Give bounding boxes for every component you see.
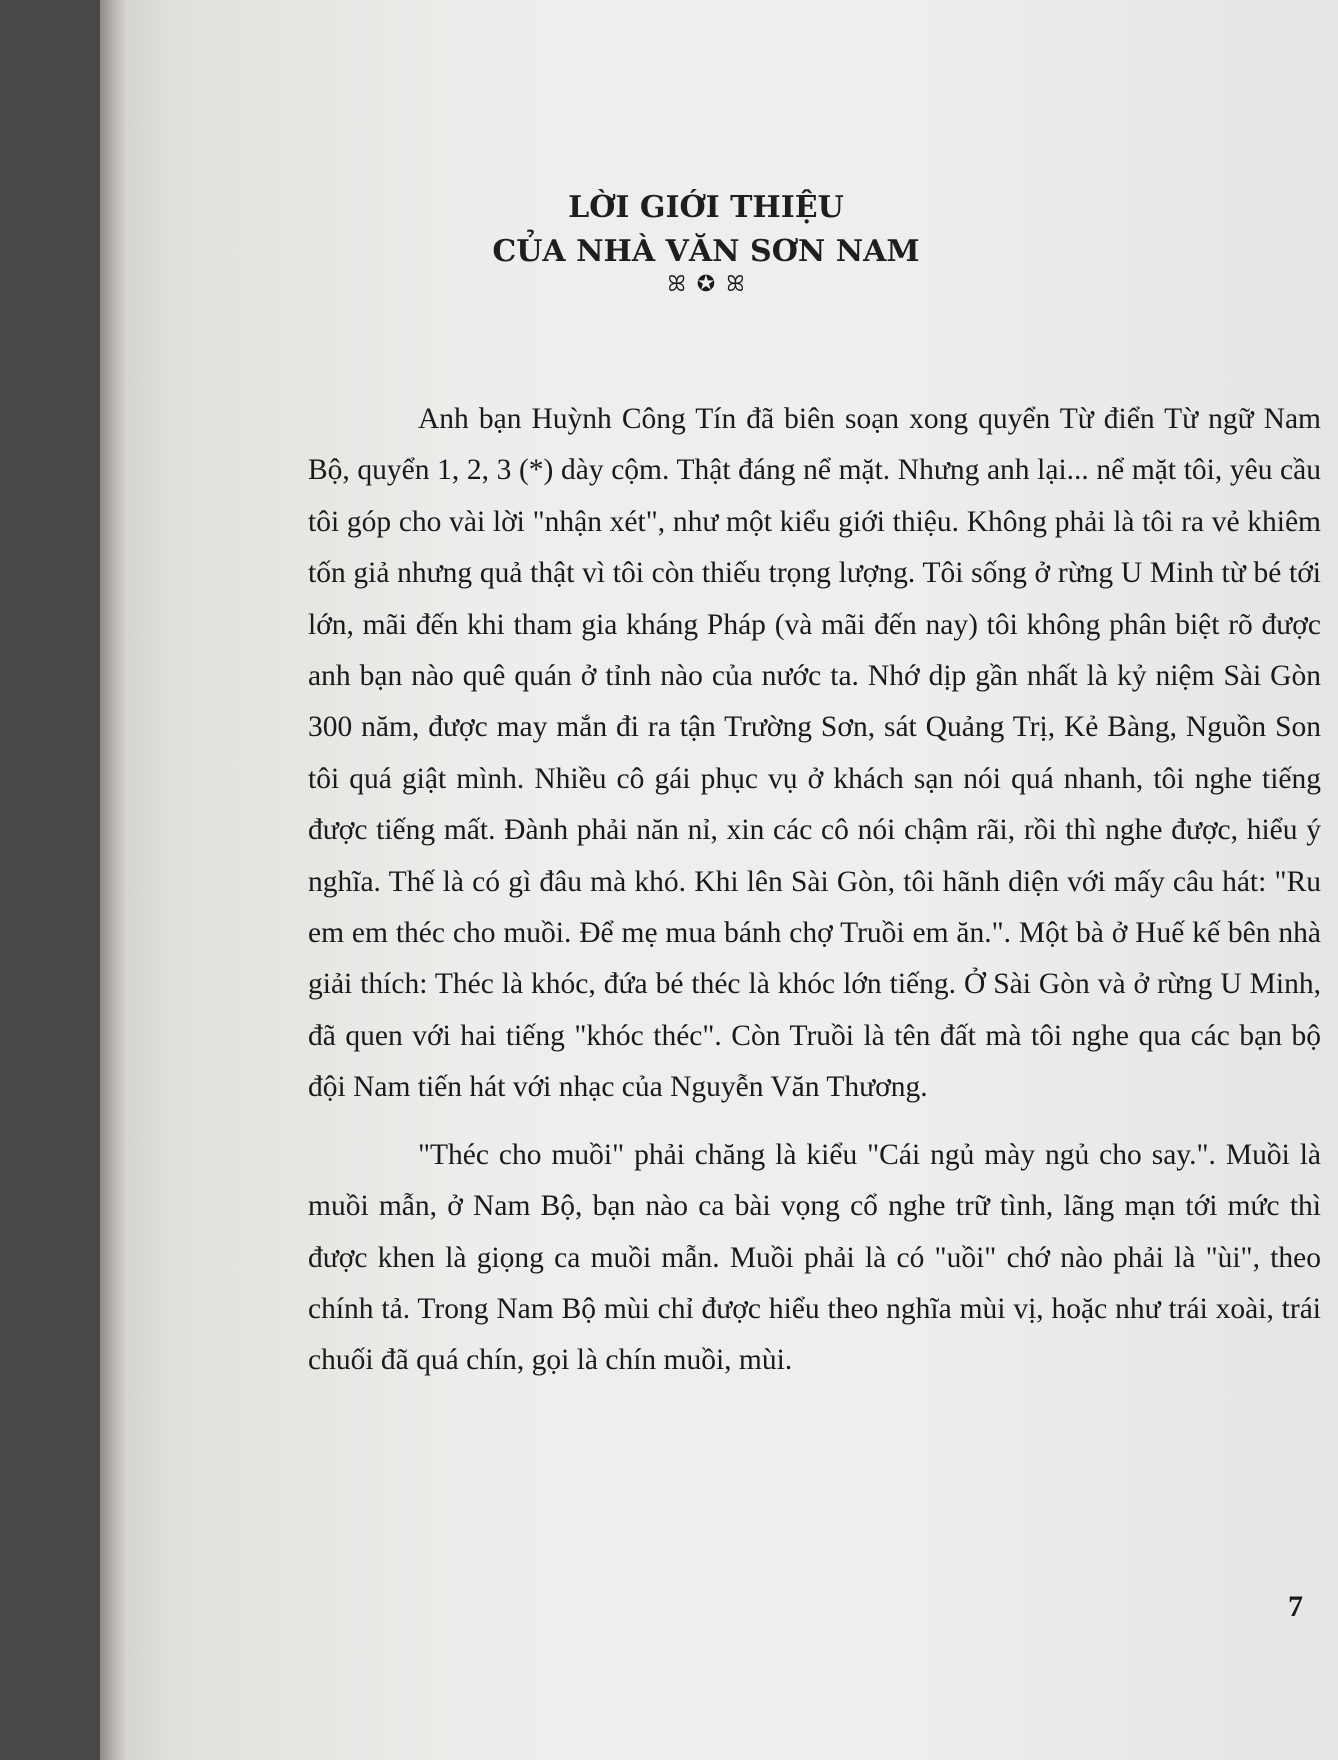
ornament-star-icon: ✪ [696,272,716,297]
page-gutter-shadow [100,0,126,1760]
ornament-left-icon: ꕤ [667,272,686,297]
book-page [100,0,1338,1760]
title-line-2: CỦA NHÀ VĂN SƠN NAM [492,234,920,269]
paragraph-1: Anh bạn Huỳnh Công Tín đã biên soạn xong quyển Từ điển Từ ngữ Nam Bộ, quyển 1, 2, 3 (*) dày cộm. Thật đáng nể mặt. Nhưng anh lại... nể mặt tôi, yêu cầu tôi góp cho vài lời "nhận xét", như một kiểu giới thiệu. Không phải là tôi ra vẻ khiêm tốn giả nhưng quả thật vì tôi còn thiếu trọng lượng. Tôi sống ở rừng U Minh từ bé tới lớn, mãi đến khi tham gia kháng Pháp (và mãi đến nay) tôi không phân biệt rõ được anh bạn nào quê quán ở tỉnh nào của nước ta. Nhớ dịp gần nhất là kỷ niệm Sài Gòn 300 năm, được may mắn đi ra tận Trường Sơn, sát Quảng Trị, Kẻ Bàng, Nguồn Son tôi quá giật mình. Nhiều cô gái phục vụ ở khách sạn nói quá nhanh, tôi nghe tiếng được tiếng mất. Đành phải năn nỉ, xin các cô nói chậm rãi, rồi thì nghe được, hiểu ý nghĩa. Thế là có gì đâu mà khó. Khi lên Sài Gòn, tôi hãnh diện với mấy câu hát: "Ru em em théc cho muồi. Để mẹ mua bánh chợ Truồi em ăn.". Một bà ở Huế kế bên nhà giải thích: Théc là khóc, đứa bé théc là khóc lớn tiếng. Ở Sài Gòn và ở rừng U Minh, đã quen với hai tiếng "khóc théc". Còn Truồi là tên đất mà tôi nghe qua các bạn bộ đội Nam tiến hát với nhạc của Nguyễn Văn Thương. [308,403,1321,1104]
ornament-right-icon: ꕤ [726,272,745,297]
title-ornament [200,272,1212,298]
body-text [308,394,1321,1387]
page-number: 7 [1288,1590,1303,1623]
title-line-1: LỜI GIỚI THIỆU [568,190,844,225]
page-title [200,186,1212,274]
paragraph-2: "Théc cho muồi" phải chăng là kiểu "Cái ngủ mày ngủ cho say.". Muồi là muồi mẫn, ở Nam Bộ, bạn nào ca bài vọng cổ nghe trữ tình, lãng mạn tới mức thì được khen là giọng ca muồi mẫn. Muồi phải là có "uồi" chớ nào phải là "ùi", theo chính tả. Trong Nam Bộ mùi chỉ được hiểu theo nghĩa mùi vị, hoặc như trái xoài, trái chuối đã quá chín, gọi là chín muồi, mùi. [308,1138,1321,1377]
